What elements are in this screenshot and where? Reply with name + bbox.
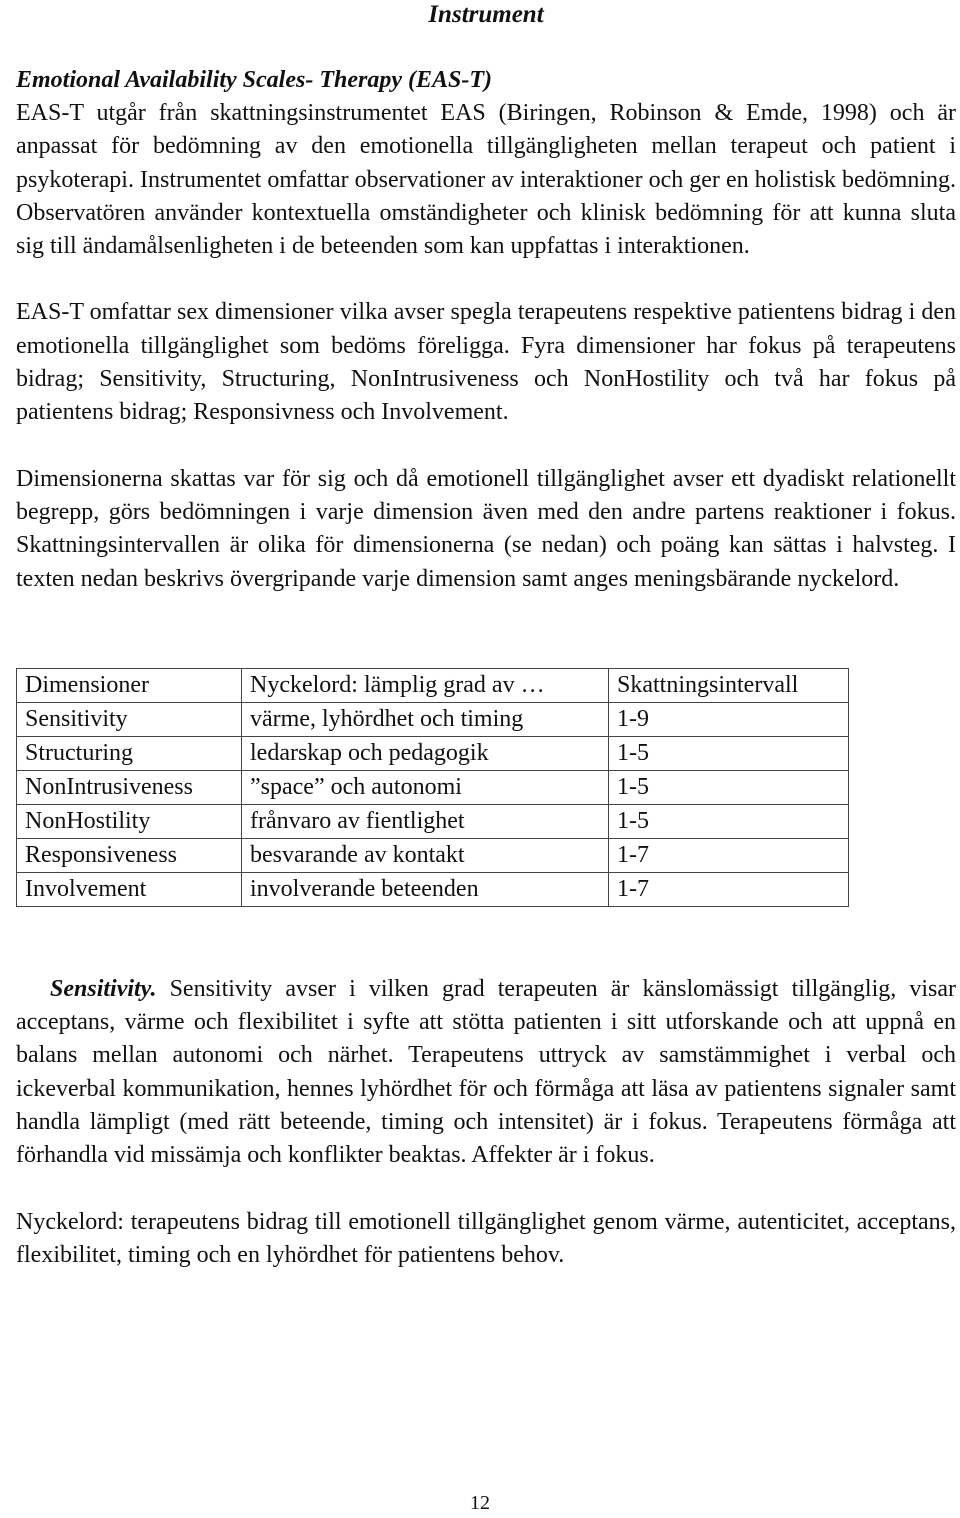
table-row (17, 702, 849, 736)
table-cell: Structuring (17, 736, 242, 770)
document-page (16, 0, 956, 1272)
table-cell: 1-5 (609, 804, 849, 838)
table-cell: 1-7 (609, 838, 849, 872)
paragraph-keywords: Nyckelord: terapeutens bidrag till emotionell tillgänglighet genom värme, autenticitet, acceptans, flexibilitet, timing och en lyhördhet för patientens behov. (16, 1208, 956, 1268)
table-header-cell: Nyckelord: lämplig grad av … (242, 668, 609, 702)
sensitivity-run-in: Sensitivity. (50, 975, 157, 1002)
table-cell: NonHostility (17, 804, 242, 838)
sensitivity-text: Sensitivity avser i vilken grad terapeuten är känslomässigt tillgänglig, visar acceptans, värme och flexibilitet i syfte att stötta patienten i sitt utforskande och att uppnå en balans mellan autonomi och närhet. Terapeutens uttryck av samstämmighet i verbal och ickeverbal kommunikation, hennes lyhördhet för och förmåga att läsa av patientens signaler samt handla lämpligt (med rätt beteende, timing och intensitet) är i fokus. Terapeutens förmåga att förhandla vid missämja och konflikter beaktas. Affekter är i fokus. (16, 975, 956, 1169)
table-cell: 1-9 (609, 702, 849, 736)
table-cell: värme, lyhördhet och timing (242, 702, 609, 736)
table-row (17, 736, 849, 770)
table-cell: NonIntrusiveness (17, 770, 242, 804)
table-cell: ”space” och autonomi (242, 770, 609, 804)
table-cell: Involvement (17, 872, 242, 906)
paragraph-sensitivity (16, 973, 956, 1173)
table-row (17, 804, 849, 838)
table-header-cell: Dimensioner (17, 668, 242, 702)
table-cell: frånvaro av fientlighet (242, 804, 609, 838)
table-row (17, 770, 849, 804)
section-heading: Instrument (428, 1, 544, 28)
paragraph-intro: EAS-T utgår från skattningsinstrumentet EAS (Biringen, Robinson & Emde, 1998) och är anpassat för bedömning av den emotionella tillgängligheten mellan terapeut och patient i psykoterapi. Instrumentet omfattar observationer av interaktioner och ger en holistisk bedömning. Observatören använder kontextuella omständigheter och klinisk bedömning för att kunna sluta sig till ändamålsenligheten i de beteenden som kan uppfattas i interaktionen. (16, 100, 956, 260)
table-cell: ledarskap och pedagogik (242, 736, 609, 770)
table-cell: besvarande av kontakt (242, 838, 609, 872)
page-number: 12 (470, 1492, 490, 1514)
paragraph-rating: Dimensionerna skattas var för sig och då emotionell tillgänglighet avser ett dyadiskt relationellt begrepp, görs bedömningen i varje dimension även med den andre partens reaktioner i fokus. Skattningsintervallen är olika för dimensionerna (se nedan) och poäng kan sättas i halvsteg. I texten nedan beskrivs övergripande varje dimension samt anges meningsbärande nyckelord. (16, 465, 956, 592)
dimensions-table (16, 668, 849, 907)
table-cell: 1-5 (609, 770, 849, 804)
subheading: Emotional Availability Scales- Therapy (EAS-T) (16, 67, 492, 93)
table-row (17, 838, 849, 872)
table-cell: Responsiveness (17, 838, 242, 872)
table-cell: involverande beteenden (242, 872, 609, 906)
table-cell: 1-7 (609, 872, 849, 906)
table-cell: Sensitivity (17, 702, 242, 736)
paragraph-dimensions: EAS-T omfattar sex dimensioner vilka avser spegla terapeutens respektive patientens bidrag i den emotionella tillgänglighet som bedöms föreligga. Fyra dimensioner har fokus på terapeutens bidrag; Sensitivity, Structuring, NonIntrusiveness och NonHostility och två har fokus på patientens bidrag; Responsivness och Involvement. (16, 299, 956, 426)
table-cell: 1-5 (609, 736, 849, 770)
table-row (17, 872, 849, 906)
table-header-row (17, 668, 849, 702)
table-header-cell: Skattningsintervall (609, 668, 849, 702)
